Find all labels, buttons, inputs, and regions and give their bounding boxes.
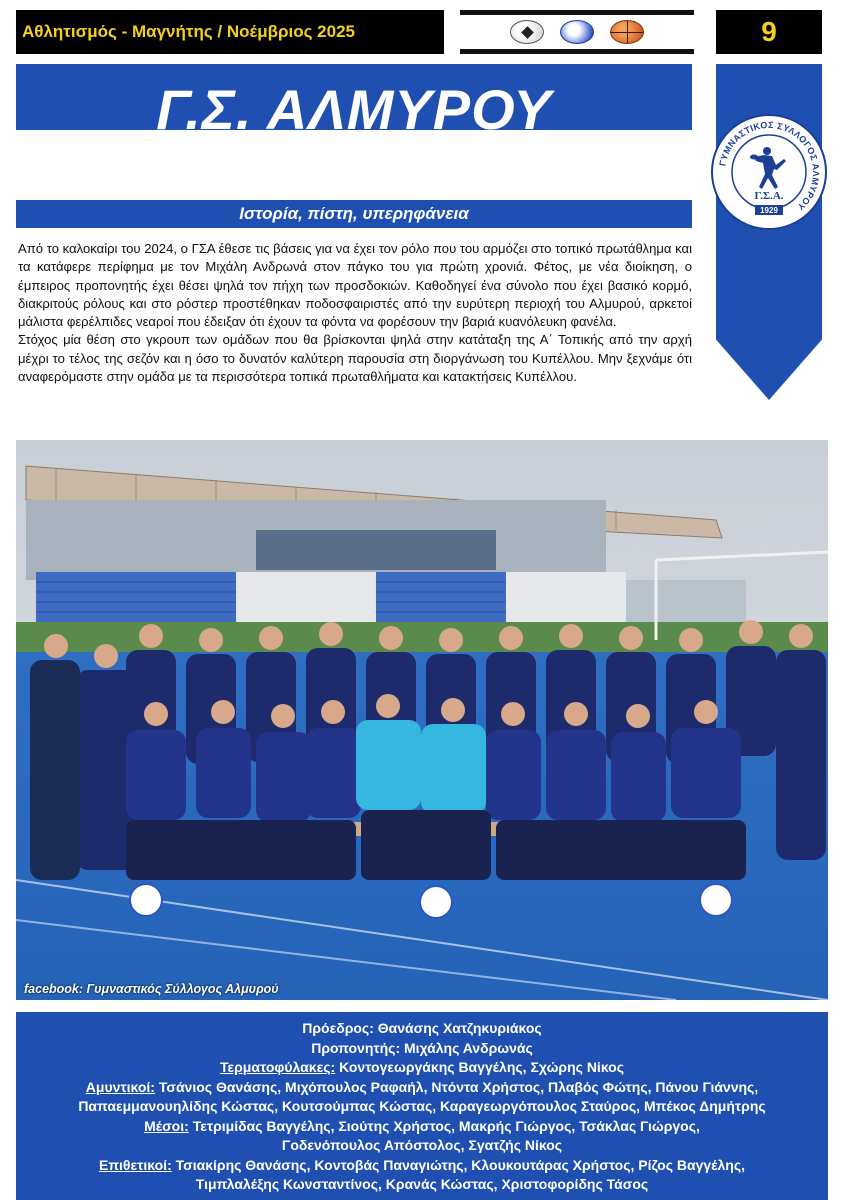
midfielders-label: Μέσοι: — [144, 1117, 189, 1134]
article-body — [18, 240, 692, 386]
roster-midfielders-row — [16, 1117, 828, 1137]
club-name-banner — [16, 64, 692, 130]
page-number: 9 — [716, 10, 822, 54]
emblem-ring-text: ΓΥΜΝΑΣΤΙΚΟΣ ΣΥΛΛΟΓΟΣ ΑΛΜΥΡΟΥ — [717, 119, 822, 213]
forwards-label: Επιθετικοί: — [98, 1156, 172, 1173]
forwards-list-continued: Τιμπλαλέξης Κωνσταντίνος, Κρανάς Κώστας, Χριστοφορίδης Τάσος — [195, 1176, 649, 1192]
article-paragraph: Στόχος μία θέση στο γκρουπ των ομάδων που θα βρίσκονται ψηλά στην κατάταξη της Α΄ Τοπικής από την αρχή μέχρι το τέλος της σεζόν και η όσο το δυνατόν καλύτερη παρουσία στη διοργάνωση του Κυπέλλου. Μην ξεχνάμε ότι αναφερόμαστε στην ομάδα με τα περισσότερα τοπικά πρωταθλήματα και κατακτήσεις Κυπέλλου. — [18, 332, 692, 385]
basketball-icon — [610, 20, 644, 44]
roster-goalkeepers-row — [16, 1058, 828, 1078]
roster-president: Πρόεδρος: Θανάσης Χατζηκυριάκος — [302, 1020, 542, 1036]
midfielders-list: Τετριμίδας Βαγγέλης, Σιούτης Χρήστος, Μακρής Γιώργος, Τσάκλας Γιώργος, — [192, 1117, 700, 1134]
roster-defenders-row — [16, 1078, 828, 1098]
team-photo — [16, 440, 828, 1000]
volleyball-icon — [560, 20, 594, 44]
soccer-ball-icon — [510, 20, 544, 44]
defenders-list-continued: Παπαεμμανουηλίδης Κώστας, Κουτσούμπας Κώστας, Καραγεωργόπουλος Σταύρος, Μπέκος Δημήτρης — [78, 1098, 766, 1114]
midfielders-list-continued: Γοδενόπουλος Απόστολος, Σγατζής Νίκος — [281, 1137, 563, 1153]
sport-balls-strip — [460, 10, 694, 54]
photo-credit: facebook: Γυμναστικός Σύλλογος Αλμυρού — [24, 982, 279, 996]
roster-forwards-row — [16, 1156, 828, 1176]
defenders-list: Τσάνιος Θανάσης, Μιχόπουλος Ραφαήλ, Ντόντα Χρήστος, Πλαβός Φώτης, Πάνου Γιάννης, — [158, 1078, 759, 1095]
forwards-list: Τσιακίρης Θανάσης, Κοντοβάς Παναγιώτης, Κλουκουτάρας Χρήστος, Ρίζος Βαγγέλης, — [175, 1156, 745, 1173]
goalkeepers-label: Τερματοφύλακες: — [219, 1059, 336, 1075]
goalkeepers-list: Κοντογεωργάκης Βαγγέλης, Σχώρης Νίκος — [339, 1059, 624, 1075]
team-photo-illustration — [16, 440, 828, 1000]
defenders-label: Αμυντικοί: — [85, 1078, 155, 1095]
article-subheading: Ιστορία, πίστη, υπερηφάνεια — [16, 200, 692, 228]
roster-coach: Προπονητής: Μιχάλης Ανδρωνάς — [311, 1039, 533, 1056]
section-title: Αθλητισμός - Μαγνήτης / Νοέμβριος 2025 — [16, 10, 444, 54]
emblem-year: 1929 — [760, 206, 778, 215]
club-emblem-icon — [710, 113, 828, 231]
article-paragraph: Από το καλοκαίρι του 2024, ο ΓΣΑ έθεσε τις βάσεις για να έχει τον ρόλο που του αρμόζει στο τοπικό πρωτάθλημα και τα κατάφερε περίφημα με τον Μιχάλη Ανδρωνά στον πάγκο του για πρώτη χρονιά. Φέτος, με νέα διοίκηση, ο έμπειρος προπονητής έχει θέσει ψηλά τον πήχη των προσδοκιών. Καθοδηγεί ένα σύνολο που έχει βασικό κορμό, διακριτούς ρόλους και στο ρόστερ προστέθηκαν ποδοσφαιριστές από την ευρύτερη περιοχή του Αλμυρού, αρκετοί μάλιστα φερέλπιδες νεαροί που έδειξαν ότι έχουν τα φόντα να φορέσουν την βαριά κυανόλευκη φανέλα. — [18, 241, 692, 330]
club-name: Γ.Σ. ΑΛΜΥΡΟΥ — [156, 78, 552, 130]
emblem-initials: Γ.Σ.Α. — [754, 190, 784, 202]
team-roster — [16, 1012, 828, 1200]
